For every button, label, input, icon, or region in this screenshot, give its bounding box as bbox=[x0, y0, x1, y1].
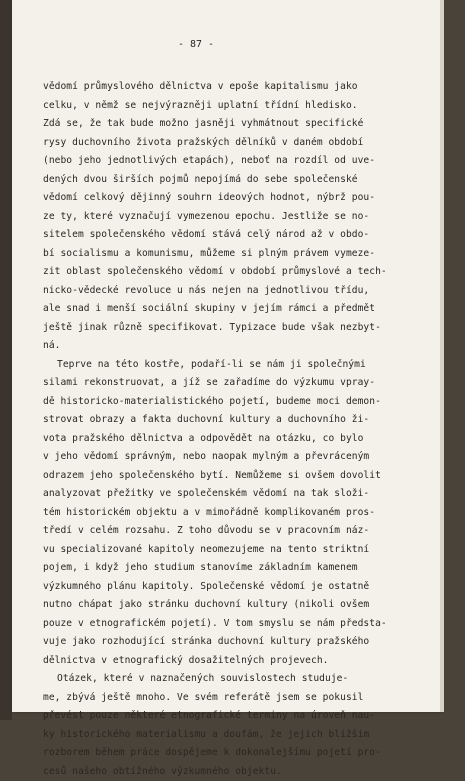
text-line: nutno chápat jako stránku duchovní kultury (nikoli ovšem bbox=[43, 596, 413, 615]
text-line: odrazem jeho společenského bytí. Nemůžeme si ovšem dovolit bbox=[43, 467, 413, 486]
text-line: vota pražského dělnictva a odpovědět na otázku, co bylo bbox=[43, 430, 413, 449]
text-line: Teprve na této kostře, podaří-li se nám ji společnými bbox=[43, 356, 413, 375]
text-line: celku, v němž se nejvýrazněji uplatní třídní hledisko. bbox=[43, 97, 413, 116]
text-line: dených dvou širších pojmů nepojímá do sebe společenské bbox=[43, 171, 413, 190]
text-line: me, zbývá ještě mnoho. Ve svém referátě jsem se pokusil bbox=[43, 689, 413, 708]
text-line: zit oblast společenského vědomí v období průmyslové a tech- bbox=[43, 263, 413, 282]
text-line: vuje jako rozhodující stránka duchovní kultury pražského bbox=[43, 633, 413, 652]
book-binding bbox=[0, 0, 12, 720]
text-line: vědomí průmyslového dělnictva v epoše kapitalismu jako bbox=[43, 78, 413, 97]
text-line: ná. bbox=[43, 337, 413, 356]
page-number: - 87 - bbox=[166, 39, 226, 50]
text-line: dělnictva v etnografický dosažitelných projevech. bbox=[43, 652, 413, 671]
text-line: rozborem během práce dospějeme k dokonalejšímu pojetí pro- bbox=[43, 744, 413, 763]
page-edge bbox=[440, 0, 444, 712]
text-line: převést pouze některé etnografické terminy na úroveň nau- bbox=[43, 707, 413, 726]
text-line: ky historického materialismu a doufám, že jejich bližším bbox=[43, 726, 413, 745]
text-line: bí socialismu a komunismu, můžeme si plným právem vymeze- bbox=[43, 245, 413, 264]
text-line: strovat obrazy a fakta duchovní kultury a duchovního ži- bbox=[43, 411, 413, 430]
text-line: pouze v etnografickém pojetí). V tom smyslu se nám předsta- bbox=[43, 615, 413, 634]
text-line: v jeho vědomí správným, nebo naopak mylným a převráceným bbox=[43, 448, 413, 467]
text-line: Otázek, které v naznačených souvislostech studuje- bbox=[43, 670, 413, 689]
text-line: silami rekonstruovat, a jíž se zařadíme do výzkumu vpray- bbox=[43, 374, 413, 393]
text-line: vu specializované kapitoly neomezujeme na tento striktní bbox=[43, 541, 413, 560]
text-line: Zdá se, že tak bude možno jasněji vyhmátnout specifické bbox=[43, 115, 413, 134]
text-line: rysy duchovního života pražských dělníků v daném období bbox=[43, 134, 413, 153]
body-text bbox=[43, 78, 413, 781]
text-line: (nebo jeho jednotlivých etapách), neboť na rozdíl od uve- bbox=[43, 152, 413, 171]
text-line: analyzovat přežitky ve společenském vědomí na tak složi- bbox=[43, 485, 413, 504]
text-line: sitelem společenského vědomí stává celý národ až v obdo- bbox=[43, 226, 413, 245]
text-line: tém historickém objektu a v mimořádně komplikovaném pros- bbox=[43, 504, 413, 523]
text-line: ještě jinak různě specifikovat. Typizace bude však nezbyt- bbox=[43, 319, 413, 338]
text-line: nicko-vědecké revoluce u nás nejen na jednotlivou třídu, bbox=[43, 282, 413, 301]
text-line: dě historicko-materialistického pojetí, budeme moci demon- bbox=[43, 393, 413, 412]
text-line: ale snad i menší sociální skupiny v jejím rámci a předmět bbox=[43, 300, 413, 319]
text-line: výzkumného plánu kapitoly. Společenské vědomí je ostatně bbox=[43, 578, 413, 597]
text-line: pojem, i když jeho studium stanovíme základním kamenem bbox=[43, 559, 413, 578]
text-line: ze ty, které vyznačují vymezenou epochu. Jestliže se no- bbox=[43, 208, 413, 227]
text-line: tředí v celém rozsahu. Z toho důvodu se v pracovním náz- bbox=[43, 522, 413, 541]
text-line: cesů našeho obtížného výzkumného objektu. bbox=[43, 763, 413, 781]
text-line: vědomí celkový dějinný souhrn ideových hodnot, nýbrž pou- bbox=[43, 189, 413, 208]
